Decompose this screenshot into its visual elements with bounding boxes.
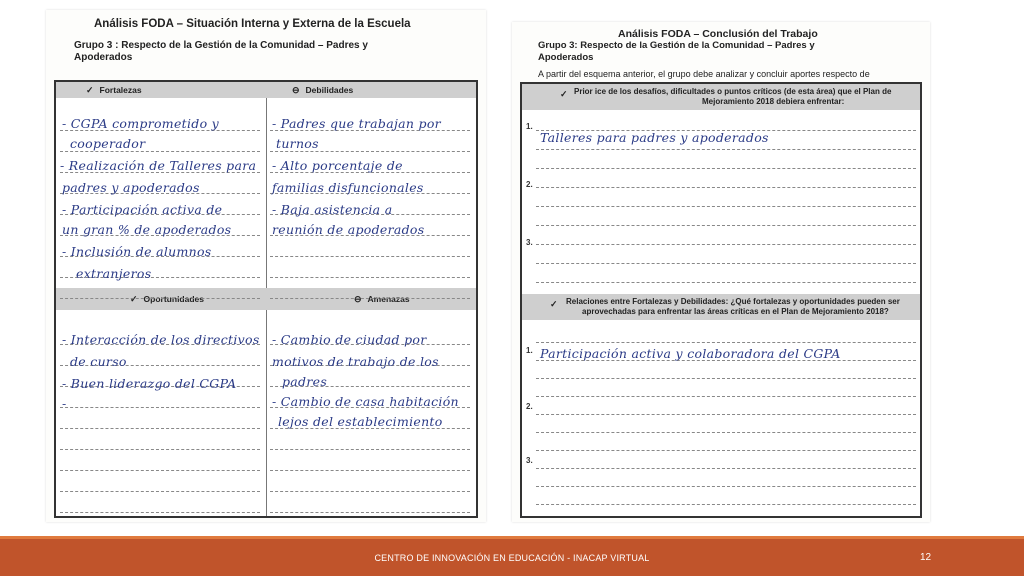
left-subtitle-line2: Apoderados <box>74 52 133 63</box>
amenazas-entry: lejos del establecimiento <box>278 414 443 429</box>
fortalezas-entry: - Inclusión de alumnos <box>62 244 212 259</box>
ruled-line <box>536 187 916 188</box>
priorities-question-line2: Mejoramiento 2018 debiera enfrentar: <box>702 97 845 106</box>
ruled-line <box>536 486 916 487</box>
left-title: Análisis FODA – Situación Interna y Externa de la Escuela <box>94 18 411 30</box>
debilidades-entry: familias disfuncionales <box>272 180 424 195</box>
debilidades-entry: - Baja asistencia a <box>272 202 393 217</box>
fortalezas-label: Fortalezas <box>99 85 142 95</box>
relations-question-line2: aprovechadas para enfrentar las áreas críticas en el Plan de Mejoramiento 2018? <box>582 307 889 316</box>
column-divider <box>266 98 267 288</box>
ruled-line <box>536 450 916 451</box>
debilidades-label: Debilidades <box>305 85 354 95</box>
check-icon: ✓ <box>130 294 138 304</box>
relations-question-line1: Relaciones entre Fortalezas y Debilidades: ¿Qué fortalezas y oportunidades pueden ser <box>566 297 900 306</box>
fortalezas-entry: padres y apoderados <box>62 180 200 195</box>
check-icon: ✓ <box>560 89 568 99</box>
ruled-line <box>536 468 916 469</box>
right-subtitle-line1: Grupo 3: Respecto de la Gestión de la Comunidad – Padres y <box>538 40 815 51</box>
amenazas-entry: - Cambio de ciudad por <box>272 332 427 347</box>
ruled-line <box>536 396 916 397</box>
item-number: 3. <box>526 456 533 465</box>
fortalezas-entry: - Realización de Talleres para <box>60 158 257 173</box>
ruled-line <box>536 244 916 245</box>
conclusion-form <box>520 82 922 518</box>
fortalezas-entry: - CGPA comprometido y <box>62 116 220 131</box>
relations-answer: Participación activa y colaboradora del CGPA <box>540 346 841 361</box>
debilidades-entry: turnos <box>276 136 319 151</box>
fortalezas-entry: extranjeros <box>76 266 152 281</box>
left-subtitle-line1: Grupo 3 : Respecto de la Gestión de la Comunidad – Padres y <box>74 40 368 51</box>
ruled-line <box>536 282 916 283</box>
page-number: 12 <box>920 552 932 563</box>
right-scanned-page <box>512 22 930 522</box>
amenazas-entry: - Cambio de casa habitación <box>272 394 459 409</box>
column-divider <box>266 310 267 516</box>
debilidades-header <box>292 82 353 98</box>
oportunidades-entry: - Buen liderazgo del CGPA <box>62 376 237 391</box>
amenazas-entry: motivos de trabajo de los <box>272 354 439 369</box>
ruled-line <box>270 491 470 492</box>
ruled-line <box>60 407 260 408</box>
ruled-line <box>536 504 916 505</box>
oportunidades-amenazas-header <box>56 288 476 310</box>
relations-header <box>522 294 920 320</box>
ruled-line <box>536 263 916 264</box>
ruled-line <box>60 428 260 429</box>
ruled-line <box>60 491 260 492</box>
oportunidades-label: Oportunidades <box>143 294 204 304</box>
fortalezas-entry: cooperador <box>70 136 146 151</box>
fortalezas-header <box>86 82 142 98</box>
amenazas-header <box>354 288 410 310</box>
priorities-header <box>522 84 920 110</box>
check-icon: ✓ <box>86 85 94 95</box>
slide-footer <box>0 536 1024 576</box>
fortalezas-entry: un gran % de apoderados <box>62 222 232 237</box>
ruled-line <box>270 256 470 257</box>
ruled-line <box>270 512 470 513</box>
ruled-line <box>536 168 916 169</box>
fortalezas-debilidades-header <box>56 82 476 98</box>
ruled-line <box>60 449 260 450</box>
ruled-line <box>60 470 260 471</box>
ruled-line <box>536 432 916 433</box>
item-number: 2. <box>526 402 533 411</box>
ruled-line <box>536 225 916 226</box>
check-icon: ✓ <box>550 299 558 309</box>
ruled-line <box>270 151 470 152</box>
ruled-line <box>270 449 470 450</box>
right-subtitle-line2: Apoderados <box>538 52 594 63</box>
fortalezas-entry: - Participación activa de <box>62 202 223 217</box>
ruled-line <box>270 470 470 471</box>
foda-grid <box>54 80 478 518</box>
ruled-line <box>270 277 470 278</box>
footer-text: CENTRO DE INNOVACIÓN EN EDUCACIÓN - INACAP VIRTUAL <box>374 553 650 563</box>
item-number: 1. <box>526 122 533 131</box>
ruled-line <box>60 298 260 299</box>
amenazas-label: Amenazas <box>367 294 410 304</box>
amenazas-entry: padres <box>282 374 328 389</box>
ruled-line <box>536 206 916 207</box>
ruled-line <box>60 512 260 513</box>
ruled-line <box>60 151 260 152</box>
ruled-line <box>536 414 916 415</box>
minus-circle-icon: ⊖ <box>292 85 300 95</box>
ruled-line <box>536 342 916 343</box>
ruled-line <box>536 149 916 150</box>
right-intro-text: A partir del esquema anterior, el grupo debe analizar y concluir aportes respecto de <box>538 69 870 79</box>
left-scanned-page <box>46 10 486 522</box>
debilidades-entry: - Padres que trabajan por <box>272 116 441 131</box>
ruled-line <box>536 378 916 379</box>
oportunidades-entry: - Interacción de los directivos <box>62 332 260 347</box>
item-number: 2. <box>526 180 533 189</box>
right-title: Análisis FODA – Conclusión del Trabajo <box>618 28 818 40</box>
oportunidades-entry: - <box>62 396 67 411</box>
minus-circle-icon: ⊖ <box>354 294 362 304</box>
priorities-answer: Talleres para padres y apoderados <box>540 130 769 145</box>
oportunidades-entry: de curso <box>70 354 127 369</box>
debilidades-entry: reunión de apoderados <box>272 222 425 237</box>
priorities-question-line1: Prior ice de los desafíos, dificultades o puntos críticos (de esta área) que el Plan de <box>574 87 892 96</box>
debilidades-entry: - Alto porcentaje de <box>272 158 403 173</box>
item-number: 3. <box>526 238 533 247</box>
oportunidades-header <box>130 288 204 310</box>
item-number: 1. <box>526 346 533 355</box>
ruled-line <box>270 298 470 299</box>
